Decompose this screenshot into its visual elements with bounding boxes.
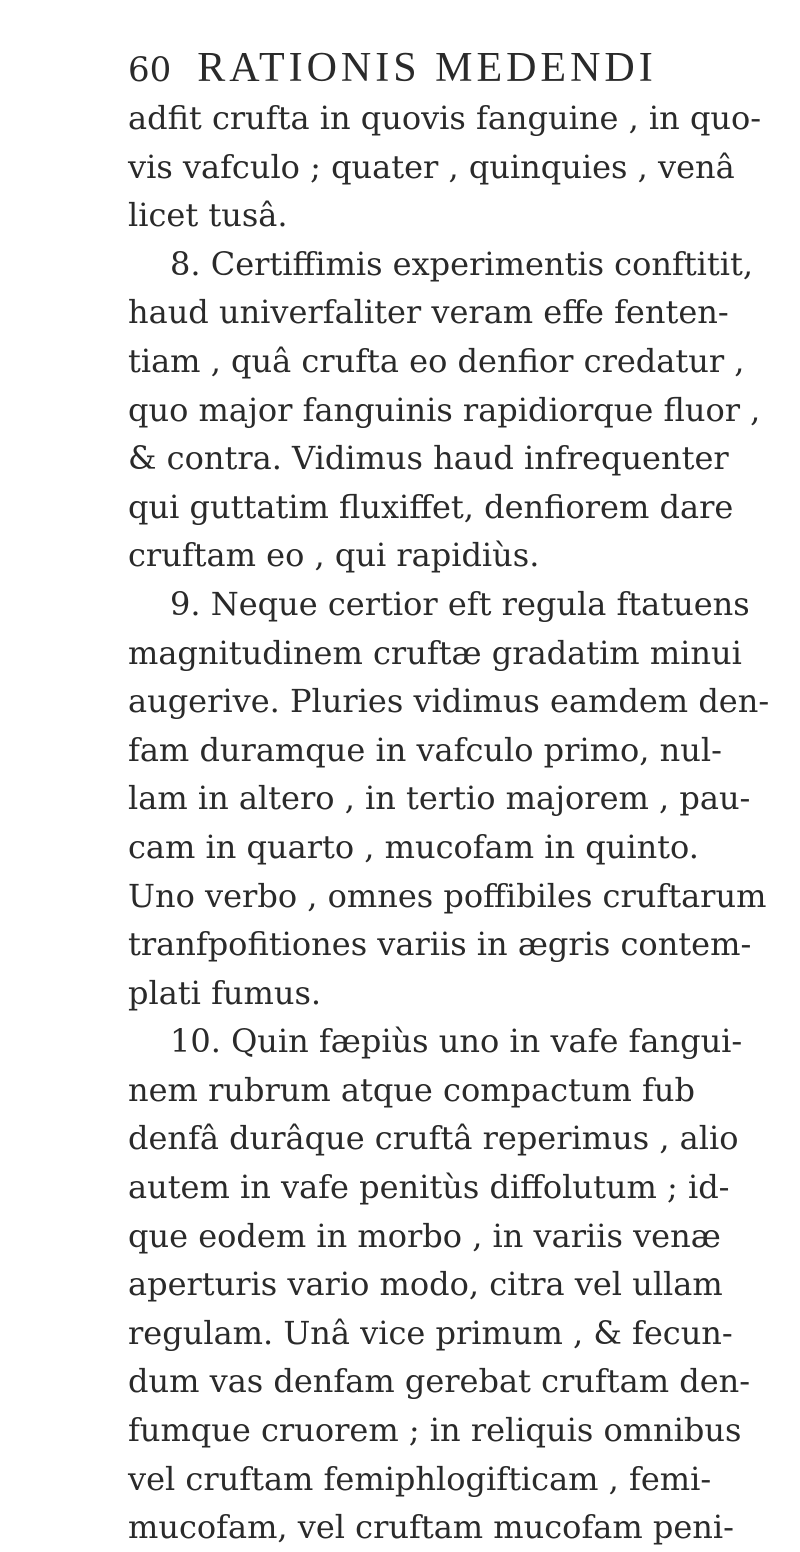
text-line: tranfpofitiones variis in ægris contem- bbox=[128, 925, 752, 964]
text-line: nem rubrum atque compactum fub bbox=[128, 1070, 695, 1109]
text-line: adfit crufta in quovis fanguine , in quo- bbox=[128, 99, 762, 137]
text-line: cam in quarto , mucofam in quinto. bbox=[128, 827, 699, 866]
page-number: 60 bbox=[128, 50, 172, 90]
text-line: fam duramque in vafculo primo, nul- bbox=[128, 730, 722, 769]
body-text bbox=[128, 94, 770, 1552]
text-line: quo major fanguinis rapidiorque fluor , bbox=[128, 390, 761, 429]
text-line: plati fumus. bbox=[128, 973, 322, 1012]
running-title: RATIONIS MEDENDI bbox=[197, 45, 657, 91]
text-line: aperturis vario modo, citra vel ullam bbox=[128, 1265, 723, 1304]
text-line: tiam , quâ crufta eo denfior credatur , bbox=[128, 341, 745, 380]
text-line: que eodem in morbo , in variis venæ bbox=[128, 1216, 721, 1255]
text-line: mucofam, vel cruftam mucofam peni- bbox=[128, 1508, 734, 1547]
text-line: haud univerfaliter veram effe fenten- bbox=[128, 293, 729, 332]
text-line: Uno verbo , omnes poffibiles cruftarum bbox=[128, 876, 767, 915]
text-line: lam in altero , in tertio majorem , pau- bbox=[128, 779, 751, 818]
text-line: qui guttatim fluxiffet, denfiorem dare bbox=[128, 487, 734, 526]
paragraph-first-line: 8. Certiffimis experimentis conftitit, bbox=[170, 244, 754, 283]
running-head bbox=[128, 42, 688, 92]
text-line: regulam. Unâ vice primum , & fecun- bbox=[128, 1313, 733, 1352]
text-line: autem in vafe penitùs diffolutum ; id- bbox=[128, 1168, 730, 1207]
text-line: denfâ durâque cruftâ reperimus , alio bbox=[128, 1119, 739, 1158]
text-line: dum vas denfam gerebat cruftam den- bbox=[128, 1362, 751, 1401]
text-line: & contra. Vidimus haud infrequenter bbox=[128, 439, 729, 478]
text-line: magnitudinem cruftæ gradatim minui bbox=[128, 633, 742, 672]
text-line: augerive. Pluries vidimus eamdem den- bbox=[128, 682, 770, 721]
paragraph-first-line: 9. Neque certior eft regula ftatuens bbox=[170, 584, 750, 623]
text-line: licet tusâ. bbox=[128, 196, 288, 235]
text-line: cruftam eo , qui rapidiùs. bbox=[128, 536, 540, 575]
text-line: vel cruftam femiphlogifticam , femi- bbox=[128, 1459, 712, 1498]
paragraph-first-line: 10. Quin fæpiùs uno in vafe fangui- bbox=[170, 1022, 743, 1061]
text-line: vis vafculo ; quater , quinquies , venâ bbox=[128, 147, 735, 186]
text-line: fumque cruorem ; in reliquis omnibus bbox=[128, 1411, 742, 1450]
